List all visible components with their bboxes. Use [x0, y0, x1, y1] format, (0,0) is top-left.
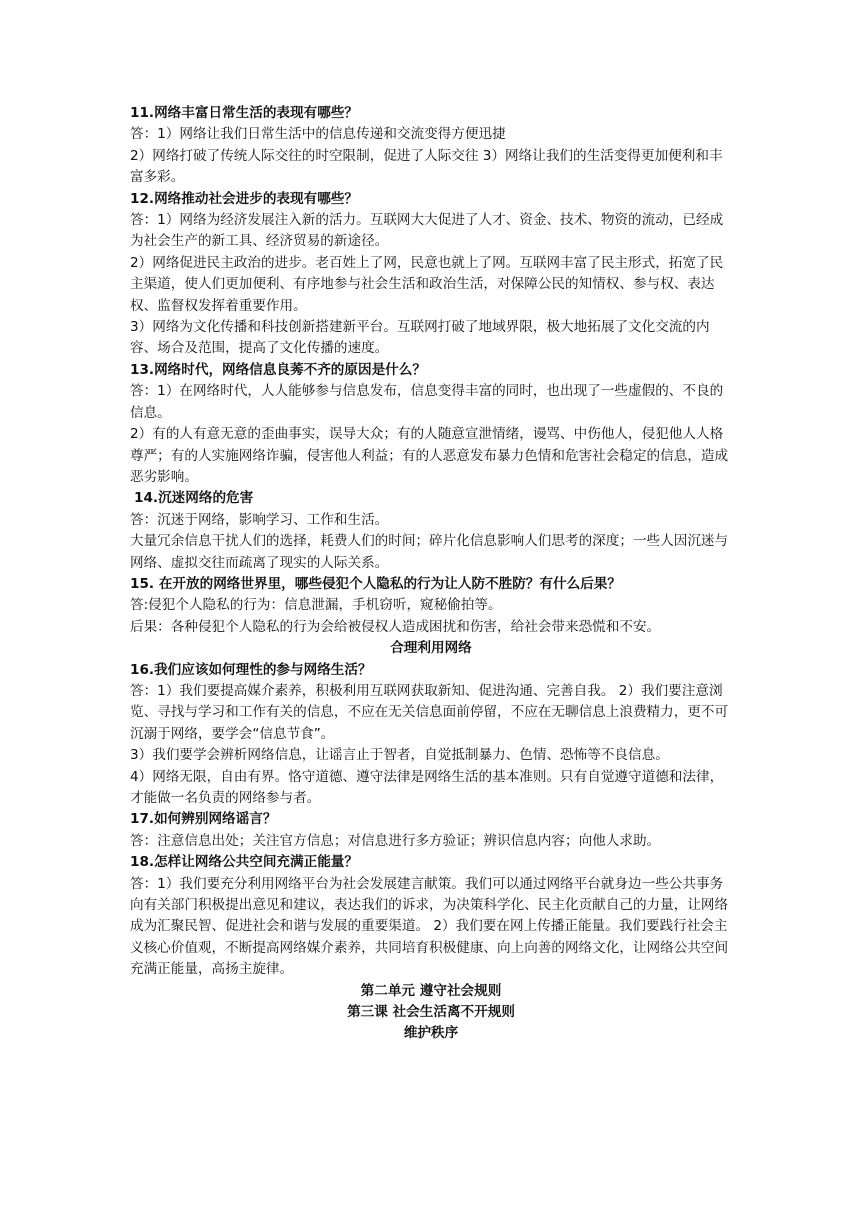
answer-15-line-2: 后果：各种侵犯个人隐私的行为会给被侵权人造成困扰和伤害，给社会带来恐慌和不安。 — [130, 618, 661, 635]
section-heading-reasonable-use: 合理利用网络 — [390, 640, 472, 657]
question-15-title: 15. 在开放的网络世界里，哪些侵犯个人隐私的行为让人防不胜防？有什么后果？ — [130, 575, 621, 592]
answer-14-line-1: 答：沉迷于网络，影响学习、工作和生活。 — [130, 511, 389, 528]
lesson-heading: 第三课 社会生活离不开规则 — [347, 1004, 515, 1021]
answer-12-line-3: 3）网络为文化传播和科技创新搭建新平台。互联网打破了地域界限，极大地拓展了文化交流的内容、场合及范围，提高了文化传播的速度。 — [130, 319, 710, 357]
answer-13-line-1: 答：1）在网络时代，人人能够参与信息发布，信息变得丰富的同时，也出现了一些虚假的、不良的信息。 — [130, 383, 724, 421]
section-heading-maintain-order: 维护秩序 — [403, 1025, 459, 1042]
question-17-title: 17.如何辨别网络谣言？ — [130, 811, 277, 828]
answer-17-line-1: 答：注意信息出处；关注官方信息；对信息进行多方验证；辨识信息内容；向他人求助。 — [130, 832, 661, 849]
answer-16-line-3: 4）网络无限，自由有界。恪守道德、遵守法律是网络生活的基本准则。只有自觉遵守道德和法律，才能做一名负责的网络参与者。 — [130, 768, 724, 806]
question-13-title: 13.网络时代，网络信息良莠不齐的原因是什么？ — [130, 361, 426, 378]
answer-11-line-1: 答：1）网络让我们日常生活中的信息传递和交流变得方便迅捷 — [130, 126, 506, 143]
answer-12-line-1: 答：1）网络为经济发展注入新的活力。互联网大大促进了人才、资金、技术、物资的流动，已经成为社会生产的新工具、经济贸易的新途径。 — [130, 212, 724, 250]
answer-18-line-1: 答：1）我们要充分利用网络平台为社会发展建言献策。我们可以通过网络平台就身边一些公共事务向有关部门积极提出意见和建议，表达我们的诉求，为决策科学化、民主化贡献自己的力量，让网络成为汇聚民智、促进社会和谐与发展的重要渠道。 2）我们要在网上传播正能量。我们要践行社会主义核心价值观，不断提高网络媒介素养，共同培育积极健康、向上向善的网络文化，让网络公共空间充满正能量，高扬主旋律。 — [130, 875, 729, 978]
answer-11-line-2: 2）网络打破了传统人际交往的时空限制，促进了人际交往 3）网络让我们的生活变得更加便利和丰富多彩。 — [130, 147, 723, 186]
unit-heading: 第二单元 遵守社会规则 — [360, 982, 502, 999]
question-12-title: 12.网络推动社会进步的表现有哪些？ — [130, 190, 358, 207]
answer-12-line-2: 2）网络促进民主政治的进步。老百姓上了网，民意也就上了网。互联网丰富了民主形式，拓宽了民主渠道，使人们更加便利、有序地参与社会生活和政治生活，对保障公民的知情权、参与权、表达权、监督权发挥着重要作用。 — [130, 254, 724, 314]
answer-16-line-1: 答：1）我们要提高媒介素养，积极利用互联网获取新知、促进沟通、完善自我。 2）我们要注意浏览、寻找与学习和工作有关的信息，不应在无关信息面前停留，不应在无聊信息上浪费精力，更不可沉溺于网络，要学会“信息节食”。 — [130, 682, 729, 742]
question-14-title: 14.沉迷网络的危害 — [134, 490, 254, 507]
question-16-title: 16.我们应该如何理性的参与网络生活？ — [130, 661, 372, 678]
question-18-title: 18.怎样让网络公共空间充满正能量？ — [130, 854, 358, 871]
question-11-title: 11.网络丰富日常生活的表现有哪些？ — [130, 105, 358, 121]
answer-14-line-2: 大量冗余信息干扰人们的选择，耗费人们的时间；碎片化信息影响人们思考的深度；一些人因沉迷与网络、虚拟交往而疏离了现实的人际关系。 — [130, 533, 729, 571]
answer-16-line-2: 3）我们要学会辨析网络信息，让谣言止于智者，自觉抵制暴力、色情、恐怖等不良信息。 — [130, 747, 669, 764]
answer-15-line-1: 答:侵犯个人隐私的行为：信息泄漏，手机窃听，窥秘偷拍等。 — [130, 597, 502, 614]
answer-13-line-2: 2）有的人有意无意的歪曲事实，误导大众；有的人随意宣泄情绪，谩骂、中伤他人，侵犯他人人格尊严；有的人实施网络诈骗，侵害他人利益；有的人恶意发布暴力色情和危害社会稳定的信息，造成恶劣影响。 — [130, 426, 729, 485]
